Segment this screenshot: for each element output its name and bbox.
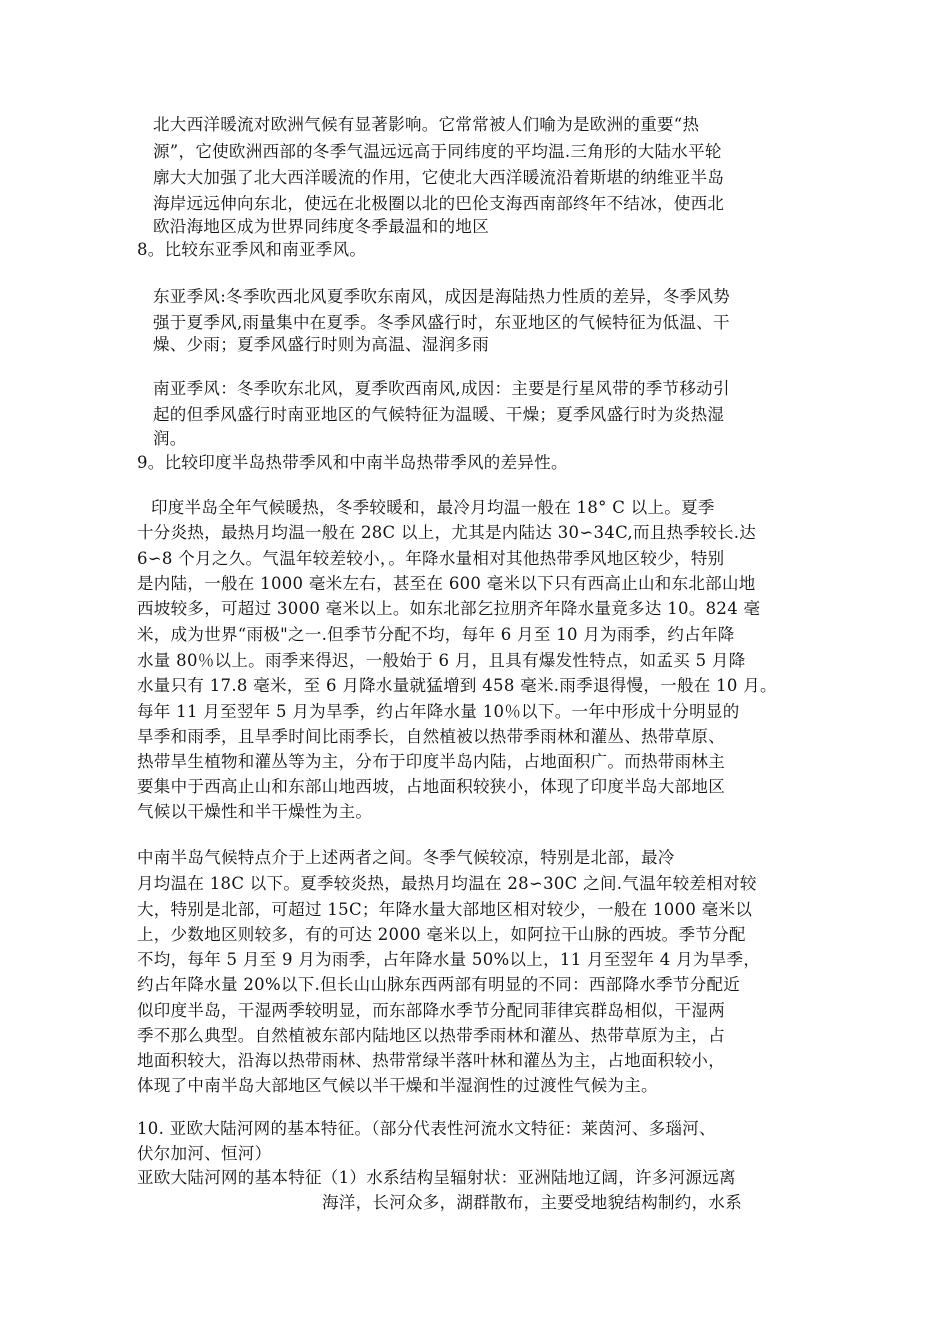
india-line-2: 十分炎热，最热月均温一般在 28C 以上，尤其是内陆达 30∽34C,而且热季较长.达 <box>137 523 757 542</box>
atlantic-line-3: 廓大大加强了北大西洋暖流的作用，它使北大西洋暖流沿着斯堪的纳维亚半岛 <box>153 168 725 187</box>
atlantic-line-4: 海岸远远伸向东北，使远在北极圈以北的巴伦支海西南部终年不结冰，使西北 <box>153 194 725 213</box>
india-line-1: 印度半岛全年气候暖热，冬季较暖和，最冷月均温一般在 18° C 以上。夏季 <box>151 498 715 517</box>
india-line-6: 米，成为世界“雨极"之一.但季节分配不均，每年 6 月至 10 月为雨季，约占年降 <box>137 625 735 644</box>
india-line-11: 热带旱生植物和灌丛等为主，分布于印度半岛内陆，占地面积广。而热带雨林主 <box>137 752 725 771</box>
india-line-7: 水量 80％以上。雨季来得迟，一般始于 6 月，且具有爆发性特点，如孟买 5 月降 <box>137 651 746 670</box>
indochina-line-4: 上，少数地区则较多，有的可达 2000 毫米以上，如阿拉干山脉的西坡。季节分配 <box>137 925 746 944</box>
east-asia-line-1: 东亚季风:冬季吹西北风夏季吹东南风，成因是海陆热力性质的差异，冬季风势 <box>153 287 731 306</box>
india-line-3: 6∽8 个月之久。气温年较差较小，。年降水量相对其他热带季风地区较少，特别 <box>137 549 725 568</box>
indochina-line-10: 体现了中南半岛大部地区气候以半干燥和半湿润性的过渡性气候为主。 <box>137 1076 658 1095</box>
indochina-line-3: 大，特别是北部，可超过 15C；年降水量大部地区相对较少，一般在 1000 毫米以 <box>137 900 753 919</box>
india-line-10: 旱季和雨季，且旱季时间比雨季长，自然植被以热带季雨林和灌丛、热带草原、 <box>137 727 725 746</box>
india-line-8: 水量只有 17.8 毫米，至 6 月降水量就猛增到 458 毫米.雨季退得慢，一般在 10 月。 <box>137 676 777 695</box>
south-asia-line-3: 润。 <box>153 429 187 448</box>
question-8: 8。比较东亚季风和南亚季风。 <box>137 240 367 259</box>
atlantic-line-1: 北大西洋暖流对欧洲气候有显著影响。它常常被人们喻为是欧洲的重要“热 <box>153 115 700 134</box>
south-asia-line-2: 起的但季风盛行时南亚地区的气候特征为温暖、干燥；夏季风盛行时为炎热湿 <box>153 405 725 424</box>
indochina-line-2: 月均温在 18C 以下。夏季较炎热，最热月均温在 28∽30C 之间.气温年较差相对较 <box>137 874 757 893</box>
east-asia-line-3: 燥、少雨；夏季风盛行时则为高温、湿润多雨 <box>153 335 489 354</box>
question-10-line-2: 伏尔加河、恒河） <box>137 1144 272 1163</box>
atlantic-line-2: 源”，它使欧洲西部的冬季气温远远高于同纬度的平均温.三角形的大陆水平轮 <box>153 142 722 161</box>
indochina-line-7: 似印度半岛，干湿两季较明显，而东部降水季节分配同菲律宾群岛相似，干湿两 <box>137 1001 725 1020</box>
indochina-line-9: 地面积较大，沿海以热带雨林、热带常绿半落叶林和灌丛为主，占地面积较小， <box>137 1051 725 1070</box>
indochina-line-1: 中南半岛气候特点介于上述两者之间。冬季气候较凉，特别是北部，最冷 <box>137 848 675 867</box>
india-line-9: 每年 11 月至翌年 5 月为旱季，约占年降水量 10％以下。一年中形成十分明显的 <box>137 702 740 721</box>
indochina-line-5: 不均，每年 5 月至 9 月为雨季，占年降水量 50%以上，11 月至翌年 4 月为旱季， <box>137 950 761 969</box>
rivers-line-2: 海洋，长河众多，湖群散布，主要受地貌结构制约，水系 <box>322 1193 742 1212</box>
rivers-line-1: 亚欧大陆河网的基本特征（1）水系结构呈辐射状：亚洲陆地辽阔，许多河源远离 <box>137 1168 736 1187</box>
india-line-13: 气候以干燥性和半干燥性为主。 <box>137 802 373 821</box>
atlantic-line-5: 欧沿海地区成为世界同纬度冬季最温和的地区 <box>153 217 489 236</box>
east-asia-line-2: 强于夏季风,雨量集中在夏季。冬季风盛行时，东亚地区的气候特征为低温、干 <box>153 313 730 332</box>
india-line-5: 西坡较多，可超过 3000 毫米以上。如东北部乞拉朋齐年降水量竟多达 10。824 毫 <box>137 599 761 618</box>
indochina-line-8: 季不那么典型。自然植被东部内陆地区以热带季雨林和灌丛、热带草原为主，占 <box>137 1026 725 1045</box>
question-10-line-1: 10. 亚欧大陆河网的基本特征。（部分代表性河流水文特征：莱茵河、多瑙河、 <box>137 1119 716 1138</box>
india-line-4: 是内陆，一般在 1000 毫米左右，甚至在 600 毫米以下只有西高止山和东北部山地 <box>137 574 756 593</box>
south-asia-line-1: 南亚季风：冬季吹东北风，夏季吹西南风,成因：主要是行星风带的季节移动引 <box>153 379 730 398</box>
question-9: 9。比较印度半岛热带季风和中南半岛热带季风的差异性。 <box>137 453 568 472</box>
indochina-line-6: 约占年降水量 20%以下.但长山山脉东西两部有明显的不同：西部降水季节分配近 <box>137 975 741 994</box>
india-line-12: 要集中于西高止山和东部山地西坡，占地面积较狭小，体现了印度半岛大部地区 <box>137 777 725 796</box>
